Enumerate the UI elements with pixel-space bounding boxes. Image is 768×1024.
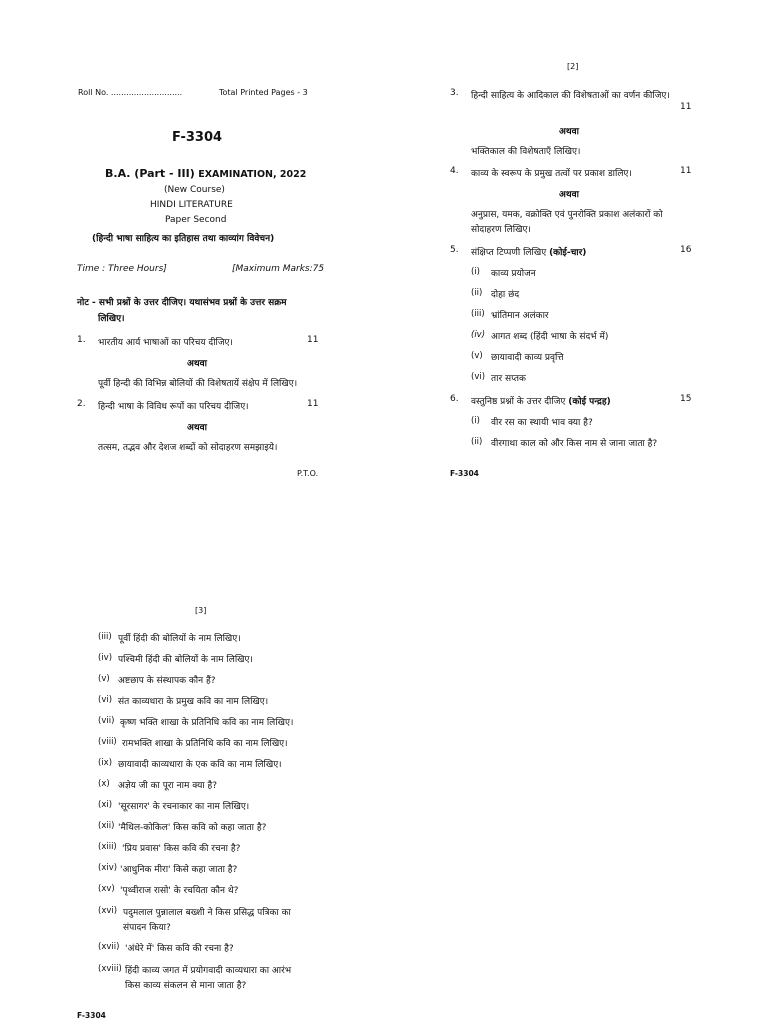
q5-choice: (कोई-चार) bbox=[549, 248, 587, 258]
q2-alternative: तत्सम, तद्भव और देशज शब्दों को सोदाहरण समझाइये। bbox=[98, 443, 278, 453]
note-line-2: लिखिए। bbox=[98, 314, 125, 324]
q5-item-text: छायावादी काव्य प्रवृत्ति bbox=[491, 353, 564, 363]
q5-marks: 16 bbox=[680, 245, 692, 255]
item-text: पूर्वी हिंदी की बोलियों के नाम लिखिए। bbox=[118, 634, 241, 644]
item-text: कृष्ण भक्ति शाखा के प्रतिनिधि कवि का नाम लिखिए। bbox=[120, 718, 294, 728]
paper-title-hindi: (हिन्दी भाषा साहित्य का इतिहास तथा काव्यांग विवेचन) bbox=[92, 234, 275, 244]
q4-or: अथवा bbox=[559, 190, 579, 200]
item-label: (xi) bbox=[98, 800, 113, 810]
q5-instruction: संक्षिप्त टिप्पणी लिखिए bbox=[471, 248, 547, 258]
q5-number: 5. bbox=[450, 245, 459, 255]
q5-item-label: (i) bbox=[471, 267, 480, 277]
q2-text: हिन्दी भाषा के विविध रूपों का परिचय दीजिए। bbox=[98, 402, 249, 412]
item-text-line-1: पदुमलाल पुन्नालाल बख्शी ने किस प्रसिद्ध पत्रिका का bbox=[123, 908, 291, 918]
q1-alternative: पूर्वी हिन्दी की विभिन्न बोलियों की विशेषतायें संक्षेप में लिखिए। bbox=[98, 379, 298, 389]
page-3-number: [3] bbox=[195, 606, 207, 615]
item-text: संत काव्यधारा के प्रमुख कवि का नाम लिखिए। bbox=[118, 697, 269, 707]
item-label: (xiii) bbox=[98, 842, 117, 852]
item-label: (xviii) bbox=[98, 964, 122, 974]
paper-code: F-3304 bbox=[172, 130, 223, 145]
page-3-footer: F-3304 bbox=[77, 1011, 106, 1020]
q5-item-text: आगत शब्द (हिंदी भाषा के संदर्भ में) bbox=[491, 332, 609, 342]
exam-title bbox=[105, 167, 306, 180]
item-label: (xii) bbox=[98, 821, 115, 831]
q2-marks: 11 bbox=[307, 399, 319, 409]
item-text: अज्ञेय जी का पूरा नाम क्या है? bbox=[118, 781, 218, 791]
page-2-footer: F-3304 bbox=[450, 469, 479, 478]
q5-item-label: (iv) bbox=[471, 330, 486, 340]
course: (New Course) bbox=[164, 185, 225, 195]
q6-item-label: (i) bbox=[471, 416, 480, 426]
q6-item-text: वीर रस का स्थायी भाव क्या है? bbox=[491, 418, 593, 428]
paper-name: Paper Second bbox=[165, 215, 227, 225]
item-label: (xvii) bbox=[98, 942, 120, 952]
q5-item-label: (iii) bbox=[471, 309, 485, 319]
item-text: 'मैथिल-कोकिल' किस कवि को कहा जाता है? bbox=[118, 823, 267, 833]
item-text: रामभक्ति शाखा के प्रतिनिधि कवि का नाम लिखिए। bbox=[122, 739, 288, 749]
note-line-1: नोट - सभी प्रश्नों के उत्तर दीजिए। यथासंभव प्रश्नों के उत्तर सक्रम bbox=[77, 298, 287, 308]
q6-number: 6. bbox=[450, 394, 459, 404]
total-pages: Total Printed Pages - 3 bbox=[219, 88, 308, 97]
q1-text: भारतीय आर्य भाषाओं का परिचय दीजिए। bbox=[98, 338, 233, 348]
item-text-line-1: हिंदी काव्य जगत में प्रयोगवादी काव्यधारा का आरंभ bbox=[125, 966, 292, 976]
item-text-line-2: संपादन किया? bbox=[123, 923, 171, 933]
item-label: (iv) bbox=[98, 653, 113, 663]
item-text: अष्टछाप के संस्थापक कौन हैं? bbox=[118, 676, 216, 686]
q5-item-text: तार सप्तक bbox=[491, 374, 526, 384]
item-text: 'सूरसागर' के रचनाकार का नाम लिखिए। bbox=[118, 802, 250, 812]
item-label: (ix) bbox=[98, 758, 113, 768]
roll-no: Roll No. ............................ bbox=[78, 88, 183, 97]
exam-time: Time : Three Hours] bbox=[77, 264, 167, 274]
q6-text bbox=[471, 394, 611, 407]
q6-item-text: वीरगाथा काल को और किस नाम से जाना जाता है? bbox=[491, 439, 658, 449]
pto: P.T.O. bbox=[297, 469, 319, 478]
item-text: छायावादी काव्यधारा के एक कवि का नाम लिखिए। bbox=[118, 760, 282, 770]
item-label: (x) bbox=[98, 779, 110, 789]
q3-alternative: भक्तिकाल की विशेषताएँ लिखिए। bbox=[471, 147, 581, 157]
q5-item-text: भ्रांतिमान अलंकार bbox=[491, 311, 549, 321]
q5-item-label: (ii) bbox=[471, 288, 483, 298]
q3-marks: 11 bbox=[680, 102, 692, 112]
item-text: 'आधुनिक मीरा' किसे कहा जाता है? bbox=[120, 865, 238, 875]
item-text: 'प्रिय प्रवास' किस कवि की रचना है? bbox=[122, 844, 241, 854]
exam-title-prefix: B.A. (Part - III) bbox=[105, 167, 195, 180]
q5-item-text: दोहा छंद bbox=[491, 290, 520, 300]
q3-number: 3. bbox=[450, 88, 459, 98]
q3-or: अथवा bbox=[559, 127, 579, 137]
q6-item-label: (ii) bbox=[471, 437, 483, 447]
item-label: (vii) bbox=[98, 716, 115, 726]
q4-text: काव्य के स्वरूप के प्रमुख तत्वों पर प्रकाश डालिए। bbox=[471, 169, 632, 179]
q6-choice: (कोई पन्द्रह) bbox=[568, 397, 611, 407]
q4-marks: 11 bbox=[680, 166, 692, 176]
item-label: (xvi) bbox=[98, 906, 118, 916]
exam-title-suffix: EXAMINATION, 2022 bbox=[198, 169, 307, 180]
q3-text: हिन्दी साहित्य के आदिकाल की विशेषताओं का वर्णन कीजिए। bbox=[471, 91, 670, 101]
q4-number: 4. bbox=[450, 166, 459, 176]
item-label: (viii) bbox=[98, 737, 117, 747]
item-label: (iii) bbox=[98, 632, 112, 642]
q2-or: अथवा bbox=[187, 423, 207, 433]
item-text: 'पृथ्वीराज रासो' के रचयिता कौन थे? bbox=[120, 886, 239, 896]
item-text: पश्चिमी हिंदी की बोलियों के नाम लिखिए। bbox=[118, 655, 253, 665]
q1-or: अथवा bbox=[187, 359, 207, 369]
item-label: (xv) bbox=[98, 884, 115, 894]
q1-number: 1. bbox=[77, 335, 86, 345]
q6-instruction: वस्तुनिष्ठ प्रश्नों के उत्तर दीजिए bbox=[471, 397, 566, 407]
q4-alternative-line-2: सोदाहरण लिखिए। bbox=[471, 225, 531, 235]
subject: HINDI LITERATURE bbox=[150, 200, 233, 210]
q5-text bbox=[471, 245, 586, 258]
item-text-line-2: किस काव्य संकलन से माना जाता है? bbox=[125, 981, 247, 991]
item-label: (v) bbox=[98, 674, 110, 684]
item-label: (vi) bbox=[98, 695, 113, 705]
q4-alternative-line-1: अनुप्रास, यमक, वक्रोक्ति एवं पुनरोक्ति प्रकाश अलंकारों को bbox=[471, 210, 663, 220]
page-2-number: [2] bbox=[567, 62, 579, 71]
q5-item-label: (vi) bbox=[471, 372, 486, 382]
item-text: 'अंधेरे में' किस कवि की रचना है? bbox=[125, 944, 234, 954]
max-marks: [Maximum Marks:75 bbox=[232, 264, 325, 274]
item-label: (xiv) bbox=[98, 863, 118, 873]
q5-item-text: काव्य प्रयोजन bbox=[491, 269, 536, 279]
q2-number: 2. bbox=[77, 399, 86, 409]
q1-marks: 11 bbox=[307, 335, 319, 345]
q6-marks: 15 bbox=[680, 394, 692, 404]
q5-item-label: (v) bbox=[471, 351, 483, 361]
